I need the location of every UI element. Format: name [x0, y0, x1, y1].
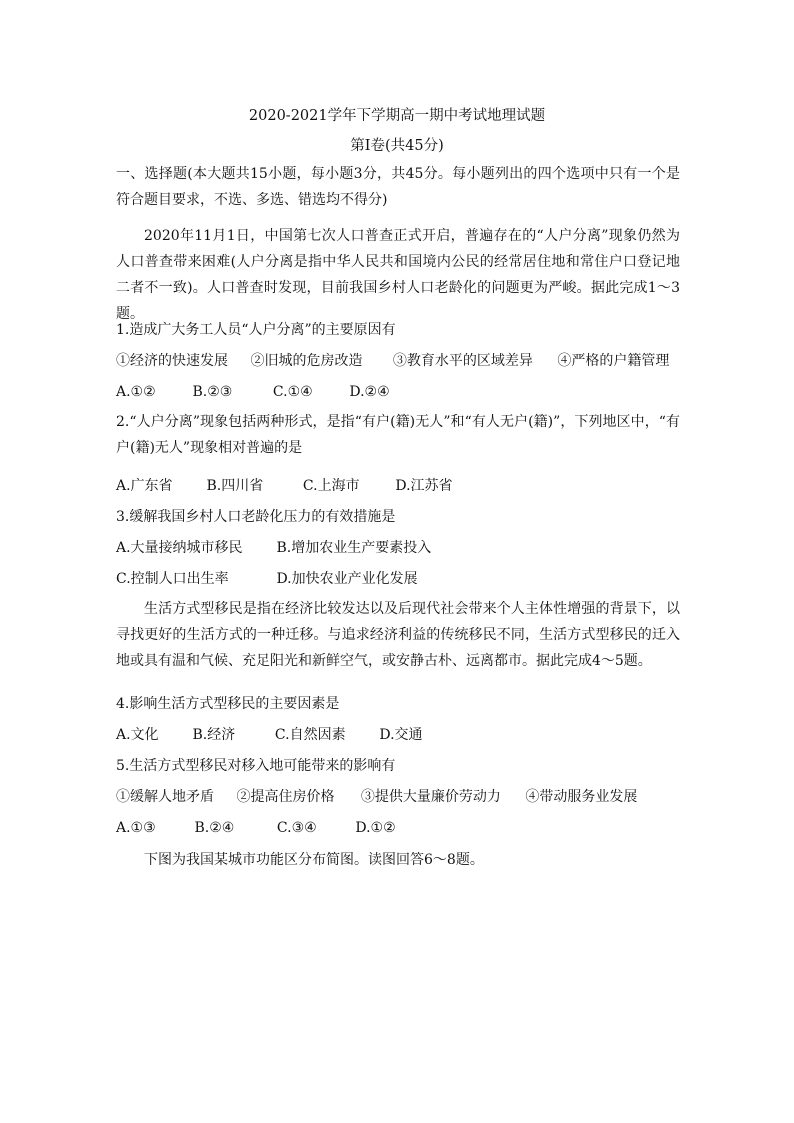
material-1: 2020年11月1日，中国第七次人口普查正式开启，普遍存在的“人户分离”现象仍然为人口普查带来困难(人户分离是指中华人民共和国境内公民的经常居住地和常住户口登记地二者不一致)。人口普查时发现，目前我国乡村人口老龄化的问题更为严峻。据此完成1～3题。: [116, 228, 680, 322]
q2-option-b[interactable]: B.四川省: [206, 478, 264, 494]
question-1-options: [116, 382, 390, 402]
q3-option-a[interactable]: A.大量接纳城市移民: [116, 540, 243, 556]
q2-option-c[interactable]: C.上海市: [302, 478, 360, 494]
page-title: 2020-2021学年下学期高一期中考试地理试题: [248, 108, 546, 124]
question-2-options: [116, 476, 453, 496]
section-subtitle: 第I卷(共45分): [350, 138, 444, 154]
q1-option-a[interactable]: A.①②: [116, 384, 156, 400]
q1-item-2: ②旧城的危房改造: [250, 353, 363, 369]
q4-option-c[interactable]: C.自然因素: [274, 727, 346, 743]
q5-item-3: ③提供大量廉价劳动力: [360, 789, 501, 805]
q3-option-d[interactable]: D.加快农业产业化发展: [276, 571, 418, 587]
question-3-options-row-1: [116, 538, 431, 558]
q5-item-2: ②提高住房价格: [236, 789, 335, 805]
q1-option-d[interactable]: D.②④: [349, 384, 390, 400]
q5-option-b[interactable]: B.②④: [194, 820, 235, 836]
material-2: 生活方式型移民是指在经济比较发达以及后现代社会带来个人主体性增强的背景下，以寻找更好的生活方式的一种迁移。与追求经济利益的传统移民不同，生活方式型移民的迁入地或具有温和气候、充足阳光和新鲜空气，或安静古朴、远离都市。据此完成4～5题。: [116, 601, 680, 669]
question-4-options: [116, 725, 423, 745]
q1-option-c[interactable]: C.①④: [272, 384, 313, 400]
question-5-options: [116, 818, 396, 838]
question-1-stem: 1.造成广大务工人员“人户分离”的主要原因有: [116, 322, 396, 338]
question-3-stem: 3.缓解我国乡村人口老龄化压力的有效措施是: [116, 509, 396, 525]
q2-option-a[interactable]: A.广东省: [116, 478, 173, 494]
q1-item-4: ④严格的户籍管理: [557, 353, 670, 369]
question-5-stem: 5.生活方式型移民对移入地可能带来的影响有: [116, 758, 396, 774]
q3-option-c[interactable]: C.控制人口出生率: [116, 571, 229, 587]
q1-item-1: ①经济的快速发展: [116, 353, 228, 369]
q4-option-b[interactable]: B.经济: [192, 727, 236, 743]
q5-option-a[interactable]: A.①③: [116, 820, 156, 836]
q4-option-d[interactable]: D.交通: [379, 727, 423, 743]
q3-option-b[interactable]: B.增加农业生产要素投入: [276, 540, 432, 556]
q5-item-1: ①缓解人地矛盾: [116, 789, 214, 805]
question-3-options-row-2: [116, 569, 418, 589]
q1-item-3: ③教育水平的区域差异: [392, 353, 533, 369]
q4-option-a[interactable]: A.文化: [116, 727, 159, 743]
section-instructions: 一、选择题(本大题共15小题，每小题3分，共45分。每小题列出的四个选项中只有一个是符合题目要求，不选、多选、错选均不得分): [116, 166, 680, 208]
question-4-stem: 4.影响生活方式型移民的主要因素是: [116, 696, 340, 712]
q5-option-d[interactable]: D.①②: [355, 820, 396, 836]
material-3: 下图为我国某城市功能区分布简图。读图回答6～8题。: [144, 852, 484, 868]
q1-option-b[interactable]: B.②③: [192, 384, 233, 400]
question-1-items: [116, 351, 669, 371]
q2-option-d[interactable]: D.江苏省: [395, 478, 453, 494]
question-5-items: [116, 787, 637, 807]
q5-item-4: ④带动服务业发展: [525, 789, 638, 805]
question-2-stem: 2.“人户分离”现象包括两种形式，是指“有户(籍)无人”和“有人无户(籍)”，下列地区中，“有户(籍)无人”现象相对普遍的是: [116, 414, 680, 456]
q5-option-c[interactable]: C.③④: [276, 820, 317, 836]
